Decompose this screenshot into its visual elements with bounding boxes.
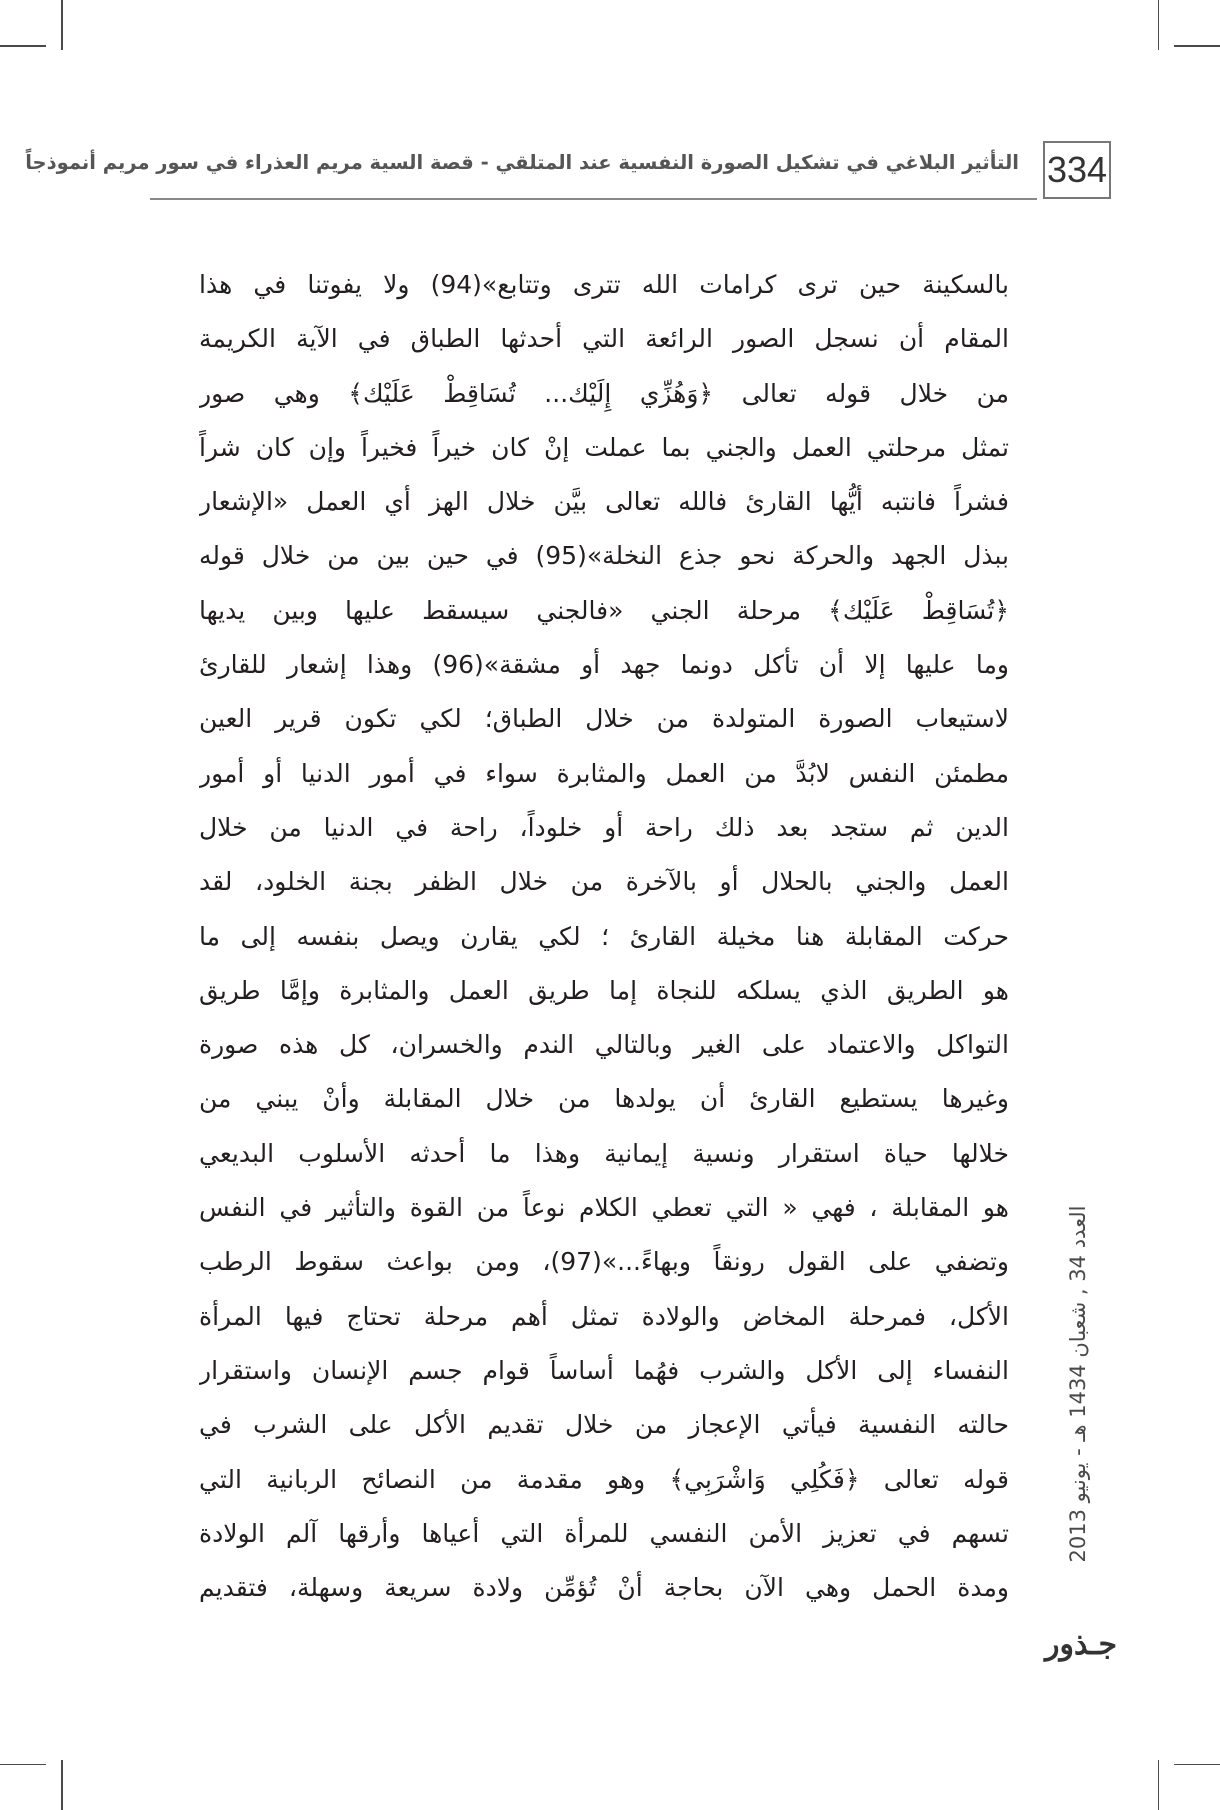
text-line: فشراً فانتبه أيُّها القارئ فالله تعالى بيَّن خلال الهز أي العمل «الإشعار	[199, 487, 1009, 517]
text-line: ببذل الجهد والحركة نحو جذع النخلة»(95) في حين بين من خلال قوله	[199, 541, 1009, 571]
header-rule	[150, 198, 1037, 200]
text-line: العمل والجني بالحلال أو بالآخرة من خلال الظفر بجنة الخلود، لقد	[199, 867, 1009, 897]
text-line: من خلال قوله تعالى ﴿وَهُزِّي إِلَيْك... تُسَاقِطْ عَلَيْك﴾ وهي صور	[199, 378, 1009, 408]
text-line: بالسكينة حين ترى كرامات الله تترى وتتابع»(94) ولا يفوتنا في هذا	[199, 270, 1009, 299]
text-line: حركت المقابلة هنا مخيلة القارئ ؛ لكي يقارن ويصل بنفسه إلى ما	[199, 921, 1009, 951]
crop-mark	[0, 1764, 46, 1766]
text-line: الدين ثم ستجد بعد ذلك راحة أو خلوداً، راحة في الدنيا من خلال	[199, 812, 1009, 842]
crop-mark	[1158, 0, 1160, 50]
text-line: ومدة الحمل وهي الآن بحاجة أنْ تُؤمِّن ولادة سريعة وسهلة، فتقديم	[199, 1573, 1009, 1603]
text-line: هو المقابلة ، فهي « التي تعطي الكلام نوعاً من القوة والتأثير في النفس	[199, 1193, 1009, 1223]
text-line: تسهم في تعزيز الأمن النفسي للمرأة التي أعياها وأرقها آلم الولادة	[199, 1518, 1009, 1548]
journal-logo: جـذور	[1044, 1626, 1118, 1662]
text-line: مطمئن النفس لابُدَّ من العمل والمثابرة سواء في أمور الدنيا أو أمور	[199, 758, 1009, 788]
crop-mark	[1174, 45, 1220, 47]
issue-info-text: العدد 34 , شعبان 1434 هـ - يونيو 2013	[1066, 1205, 1090, 1563]
text-line: هو الطريق الذي يسلكه للنجاة إما طريق العمل والمثابرة وإمَّا طريق	[199, 975, 1009, 1005]
body-text	[199, 258, 1009, 1615]
text-line: قوله تعالى ﴿فَكُلِي وَاشْرَبِي﴾ وهو مقدمة من النصائح الربانية التي	[199, 1464, 1009, 1494]
text-line: حالته النفسية فيأتي الإعجاز من خلال تقديم الأكل على الشرب في	[199, 1410, 1009, 1440]
text-line: تمثل مرحلتي العمل والجني بما عملت إنْ كان خيراً فخيراً وإن كان شراً	[199, 432, 1009, 462]
crop-mark	[0, 45, 46, 47]
running-title: التأثير البلاغي في تشكيل الصورة النفسية عند المتلقي - قصة السية مريم العذراء في سور مريم أنموذجاً	[25, 151, 1019, 174]
running-header	[25, 141, 1111, 203]
page-number: 334	[1043, 141, 1111, 199]
text-line: وما عليها إلا أن تأكل دونما جهد أو مشقة»(96) وهذا إشعار للقارئ	[199, 650, 1009, 680]
text-line: لاستيعاب الصورة المتولدة من خلال الطباق؛ لكي تكون قرير العين	[199, 704, 1009, 734]
text-line: المقام أن نسجل الصور الرائعة التي أحدثها الطباق في الآية الكريمة	[199, 324, 1009, 354]
issue-info	[1058, 1164, 1098, 1604]
text-line: التواكل والاعتماد على الغير وبالتالي الندم والخسران، كل هذه صورة	[199, 1030, 1009, 1060]
crop-mark	[1158, 1760, 1160, 1810]
crop-mark	[1174, 1764, 1220, 1766]
crop-mark	[61, 1760, 63, 1810]
crop-mark	[61, 0, 63, 50]
text-line: الأكل، فمرحلة المخاض والولادة تمثل أهم مرحلة تحتاج فيها المرأة	[199, 1301, 1009, 1331]
text-line: وتضفي على القول رونقاً وبهاءً...»(97)، ومن بواعث سقوط الرطب	[199, 1247, 1009, 1277]
text-line: وغيرها يستطيع القارئ أن يولدها من خلال المقابلة وأنْ يبني من	[199, 1084, 1009, 1114]
text-line: النفساء إلى الأكل والشرب فهُما أساساً قوام جسم الإنسان واستقرار	[199, 1355, 1009, 1385]
text-line: ﴿تُسَاقِطْ عَلَيْك﴾ مرحلة الجني «فالجني سيسقط عليها وبين يديها	[199, 595, 1009, 625]
text-line: خلالها حياة استقرار ونسية إيمانية وهذا ما أحدثه الأسلوب البديعي	[199, 1138, 1009, 1168]
